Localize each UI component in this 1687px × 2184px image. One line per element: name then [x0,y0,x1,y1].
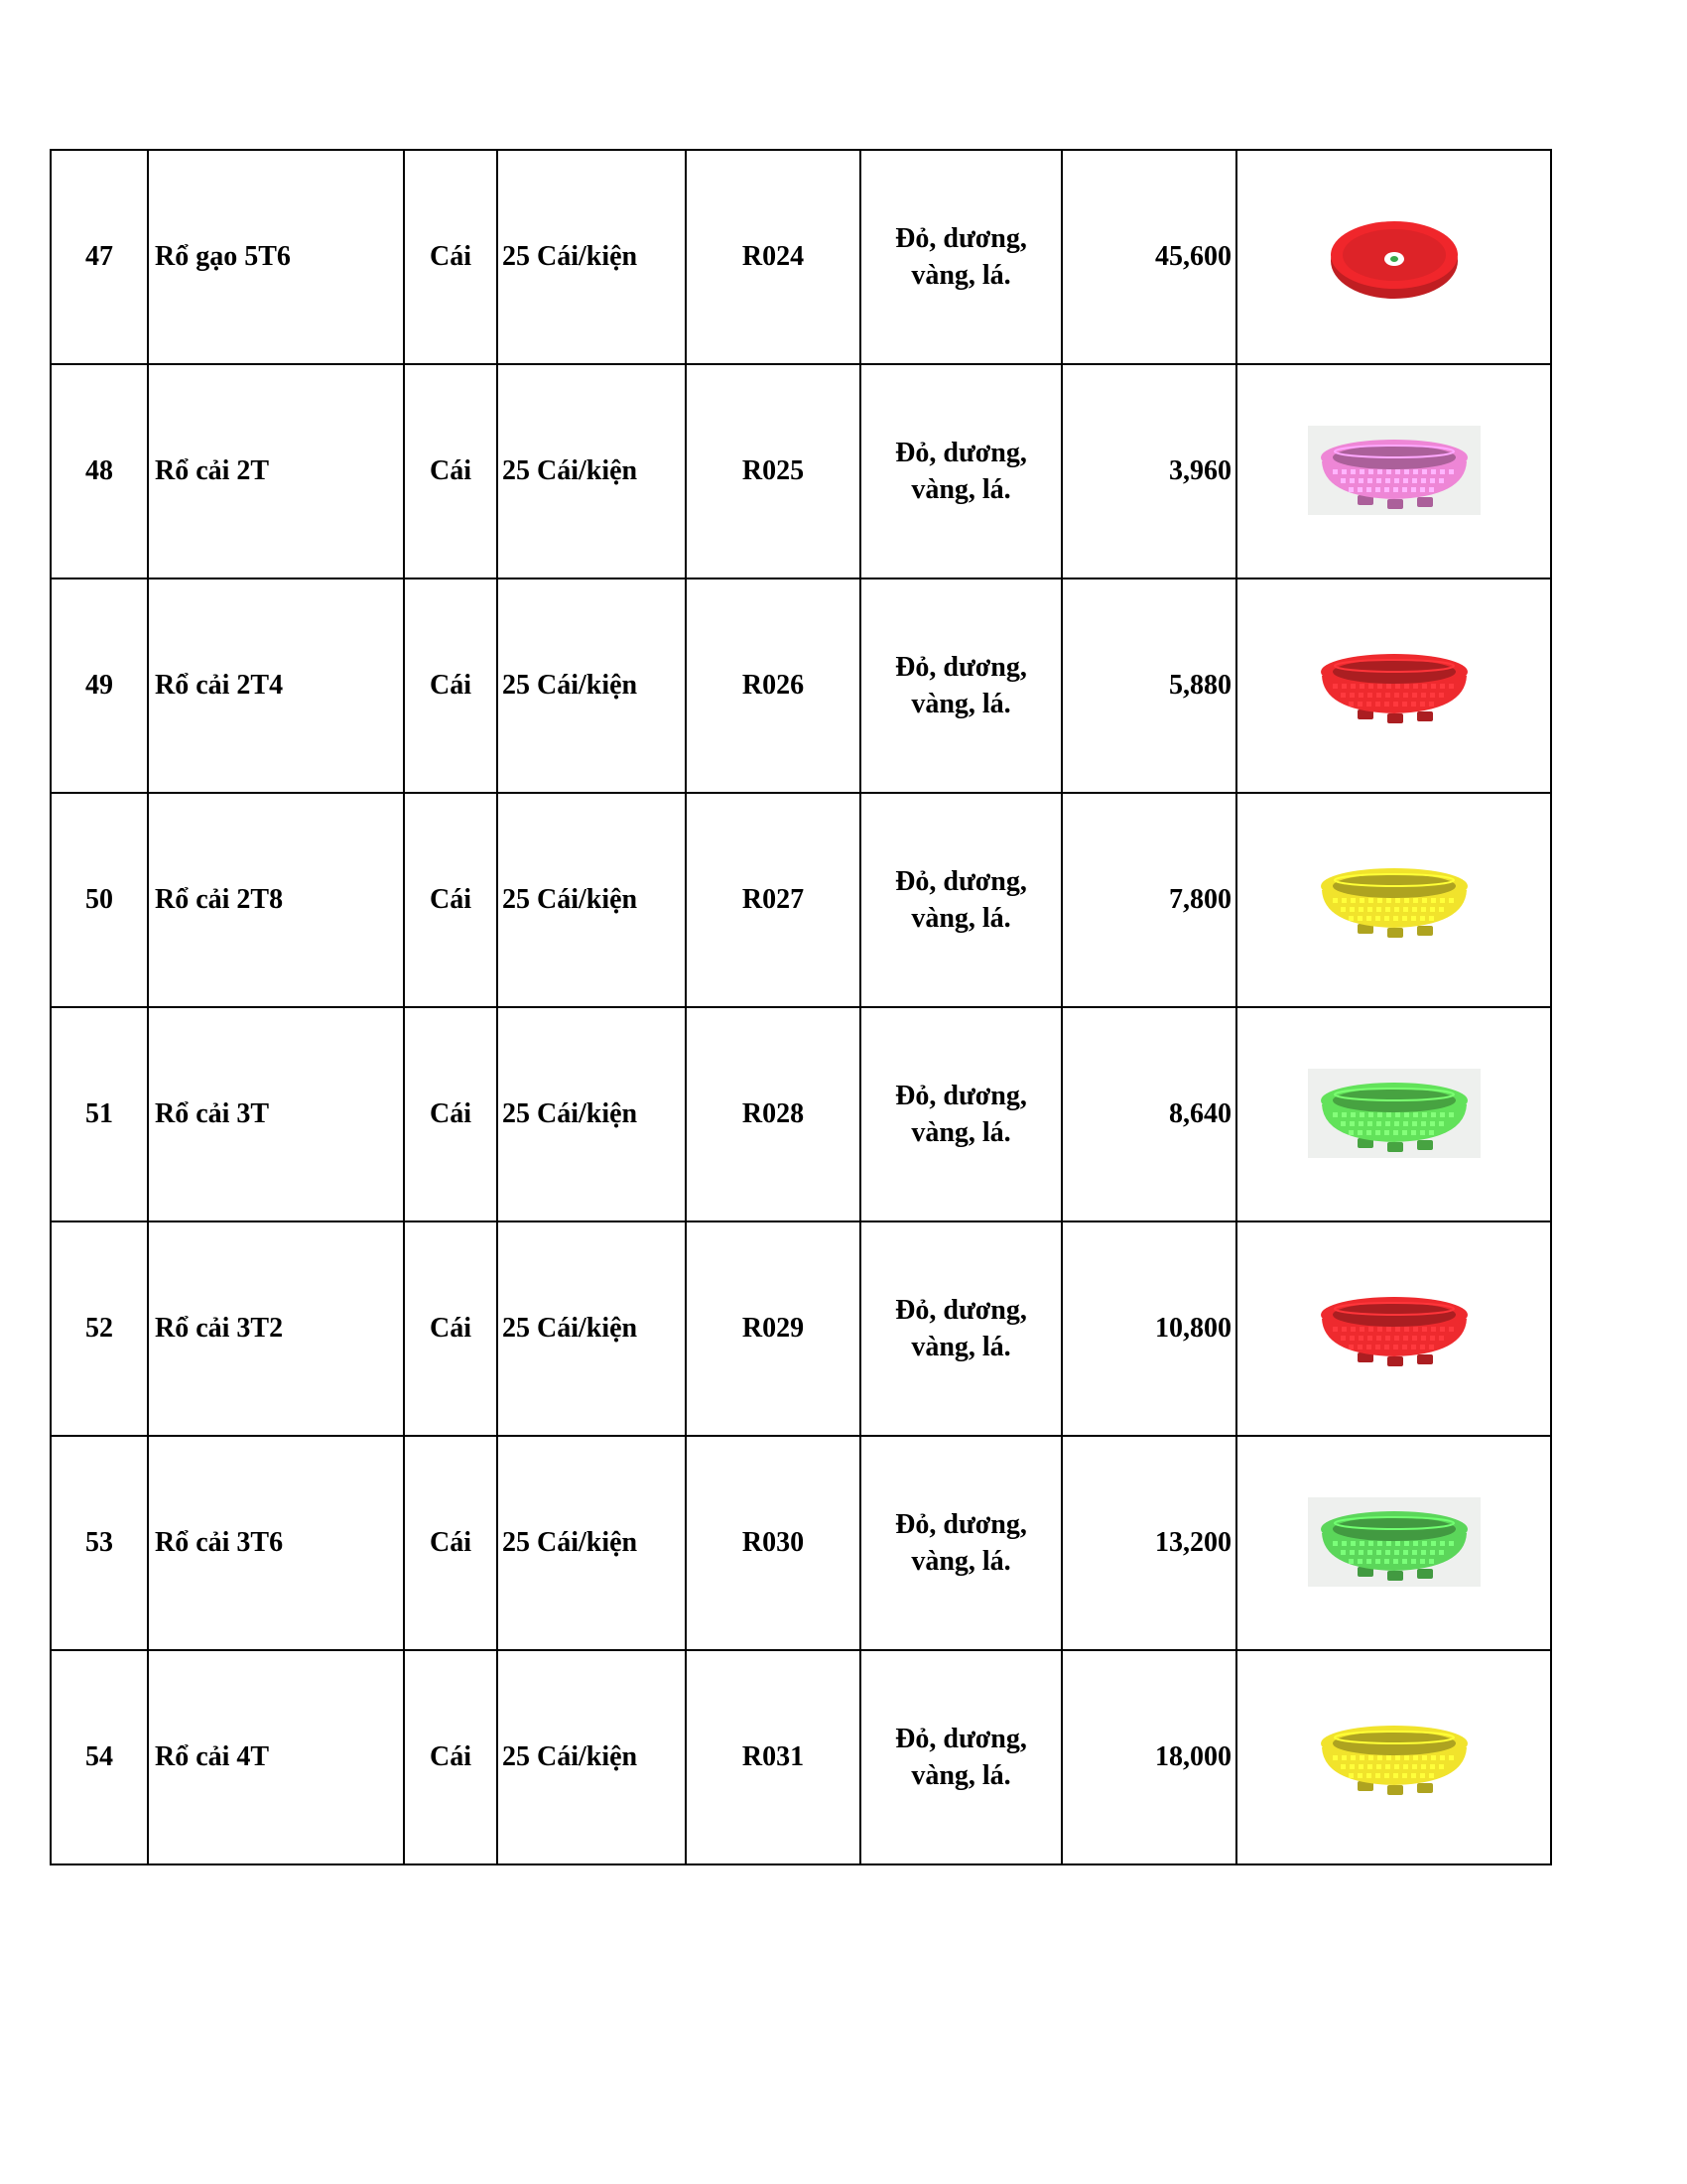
colors [860,364,1062,578]
green-basket-icon [1300,1055,1489,1174]
colors-line-1: Đỏ, dương, [895,1295,1027,1326]
colors-line-1: Đỏ, dương, [895,866,1027,897]
packing: 25 Cái/kiện [497,1436,686,1650]
row-number: 48 [51,364,148,578]
colors-line-1: Đỏ, dương, [895,223,1027,254]
colors [860,150,1062,364]
colors [860,1650,1062,1864]
product-code: R024 [686,150,860,364]
product-code: R025 [686,364,860,578]
price: 10,800 [1062,1221,1236,1436]
table-row [51,1007,1551,1221]
red-basket-icon [1300,626,1489,745]
table-row [51,793,1551,1007]
product-image [1236,150,1551,364]
product-code: R030 [686,1436,860,1650]
colors-line-1: Đỏ, dương, [895,1081,1027,1111]
product-name: Rổ cải 2T [148,364,404,578]
table-row [51,150,1551,364]
product-image [1236,1221,1551,1436]
green-basket-icon [1300,1483,1489,1603]
row-number: 51 [51,1007,148,1221]
row-number: 47 [51,150,148,364]
colors-line-2: vàng, lá. [911,1760,1011,1791]
pink-basket-icon [1300,412,1489,531]
product-image [1236,578,1551,793]
row-number: 54 [51,1650,148,1864]
packing: 25 Cái/kiện [497,1221,686,1436]
colors [860,578,1062,793]
product-name: Rổ cải 3T [148,1007,404,1221]
unit: Cái [404,1007,497,1221]
price: 3,960 [1062,364,1236,578]
red-round-basin-icon [1300,197,1489,317]
row-number: 52 [51,1221,148,1436]
colors [860,793,1062,1007]
row-number: 53 [51,1436,148,1650]
table-body [51,150,1551,1864]
table-row [51,364,1551,578]
colors-line-2: vàng, lá. [911,1117,1011,1148]
colors-line-2: vàng, lá. [911,689,1011,719]
price: 8,640 [1062,1007,1236,1221]
colors-line-2: vàng, lá. [911,260,1011,291]
colors-line-1: Đỏ, dương, [895,1724,1027,1754]
table-row [51,1436,1551,1650]
row-number: 50 [51,793,148,1007]
price: 7,800 [1062,793,1236,1007]
product-image [1236,793,1551,1007]
unit: Cái [404,150,497,364]
colors [860,1436,1062,1650]
unit: Cái [404,793,497,1007]
product-image [1236,1650,1551,1864]
unit: Cái [404,1650,497,1864]
row-number: 49 [51,578,148,793]
product-code: R026 [686,578,860,793]
colors [860,1221,1062,1436]
product-image [1236,1007,1551,1221]
product-name: Rổ cải 2T4 [148,578,404,793]
product-code: R031 [686,1650,860,1864]
product-name: Rổ cải 2T8 [148,793,404,1007]
colors-line-2: vàng, lá. [911,903,1011,934]
table-row [51,1650,1551,1864]
price: 18,000 [1062,1650,1236,1864]
colors-line-2: vàng, lá. [911,1332,1011,1362]
packing: 25 Cái/kiện [497,578,686,793]
price: 13,200 [1062,1436,1236,1650]
red-basket-icon [1300,1269,1489,1388]
colors-line-1: Đỏ, dương, [895,1509,1027,1540]
product-code: R029 [686,1221,860,1436]
unit: Cái [404,1436,497,1650]
colors [860,1007,1062,1221]
table-row [51,1221,1551,1436]
packing: 25 Cái/kiện [497,1650,686,1864]
packing: 25 Cái/kiện [497,150,686,364]
product-name: Rổ gạo 5T6 [148,150,404,364]
colors-line-1: Đỏ, dương, [895,652,1027,683]
price: 5,880 [1062,578,1236,793]
product-code: R027 [686,793,860,1007]
unit: Cái [404,364,497,578]
yellow-basket-icon [1300,840,1489,960]
product-name: Rổ cải 4T [148,1650,404,1864]
product-image [1236,364,1551,578]
unit: Cái [404,578,497,793]
colors-line-1: Đỏ, dương, [895,438,1027,468]
colors-line-2: vàng, lá. [911,474,1011,505]
colors-line-2: vàng, lá. [911,1546,1011,1577]
packing: 25 Cái/kiện [497,1007,686,1221]
product-name: Rổ cải 3T2 [148,1221,404,1436]
product-name: Rổ cải 3T6 [148,1436,404,1650]
table-row [51,578,1551,793]
price-table [50,149,1552,1865]
product-image [1236,1436,1551,1650]
unit: Cái [404,1221,497,1436]
yellow-basket-icon [1300,1698,1489,1817]
packing: 25 Cái/kiện [497,793,686,1007]
price: 45,600 [1062,150,1236,364]
product-code: R028 [686,1007,860,1221]
packing: 25 Cái/kiện [497,364,686,578]
